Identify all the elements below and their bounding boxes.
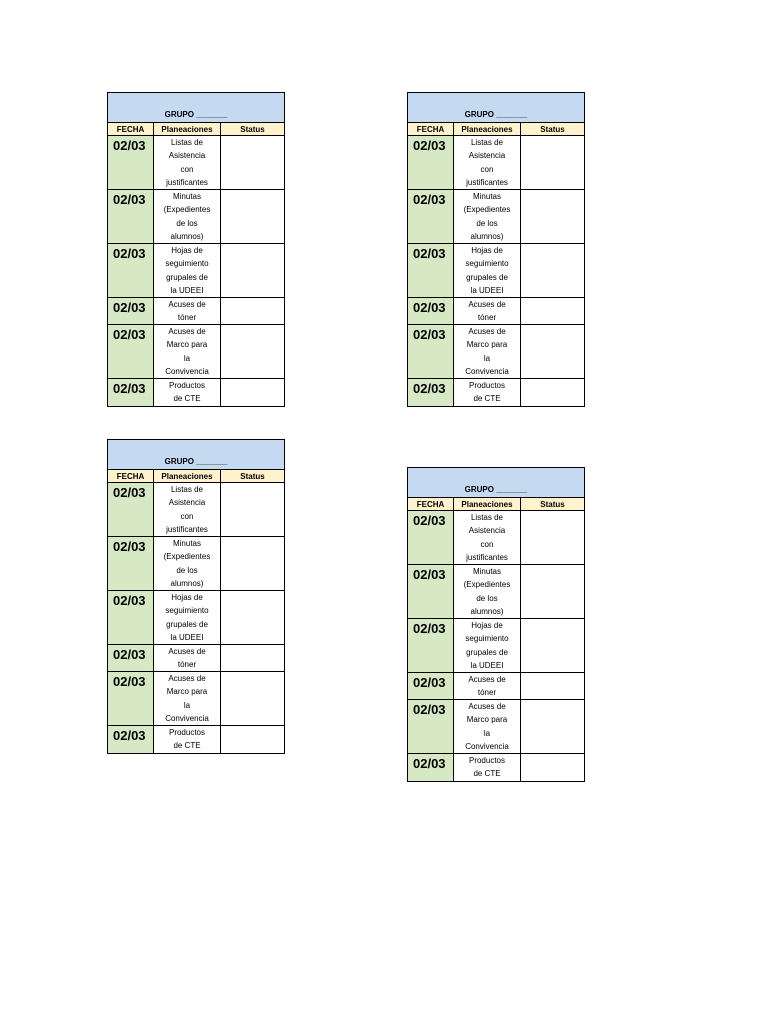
- date-cell: 02/03: [108, 379, 154, 406]
- planeacion-cell: Acuses de Marco para la Convivencia: [154, 325, 221, 378]
- status-cell[interactable]: [221, 672, 284, 725]
- group-title: GRUPO _______: [108, 93, 284, 123]
- status-cell[interactable]: [221, 537, 284, 590]
- status-cell[interactable]: [521, 325, 584, 378]
- date-cell: 02/03: [408, 244, 454, 297]
- date-cell: 02/03: [108, 537, 154, 590]
- planeacion-cell: Minutas (Expedientes de los alumnos): [154, 537, 221, 590]
- planeacion-cell: Productos de CTE: [154, 379, 221, 406]
- date-cell: 02/03: [108, 591, 154, 644]
- status-cell[interactable]: [221, 379, 284, 406]
- date-cell: 02/03: [408, 136, 454, 189]
- planeacion-cell: Minutas (Expedientes de los alumnos): [154, 190, 221, 243]
- table-header: [408, 123, 584, 136]
- date-cell: 02/03: [108, 645, 154, 671]
- date-cell: 02/03: [108, 136, 154, 189]
- status-cell[interactable]: [521, 511, 584, 564]
- table-row: [408, 190, 584, 244]
- table-row: [108, 298, 284, 325]
- table-row: [108, 190, 284, 244]
- planeacion-cell: Acuses de tóner: [454, 298, 521, 324]
- date-cell: 02/03: [408, 379, 454, 406]
- checklist-card: [107, 439, 285, 754]
- table-row: [108, 483, 284, 537]
- status-cell[interactable]: [221, 645, 284, 671]
- planeacion-cell: Minutas (Expedientes de los alumnos): [454, 565, 521, 618]
- column-header-planeaciones: Planeaciones: [454, 123, 521, 135]
- status-cell[interactable]: [221, 483, 284, 536]
- planeacion-cell: Minutas (Expedientes de los alumnos): [454, 190, 521, 243]
- status-cell[interactable]: [221, 591, 284, 644]
- date-cell: 02/03: [408, 700, 454, 753]
- status-cell[interactable]: [521, 673, 584, 699]
- table-row: [408, 700, 584, 754]
- date-cell: 02/03: [408, 673, 454, 699]
- table-row: [408, 565, 584, 619]
- table-row: [408, 511, 584, 565]
- table-row: [408, 136, 584, 190]
- column-header-fecha: FECHA: [408, 123, 454, 135]
- status-cell[interactable]: [521, 754, 584, 781]
- planeacion-cell: Productos de CTE: [454, 754, 521, 781]
- column-header-status: Status: [540, 124, 565, 134]
- table-row: [408, 673, 584, 700]
- table-row: [108, 672, 284, 726]
- planeacion-cell: Hojas de seguimiento grupales de la UDEEI: [454, 244, 521, 297]
- date-cell: 02/03: [108, 325, 154, 378]
- table-row: [108, 645, 284, 672]
- table-row: [408, 325, 584, 379]
- planeacion-cell: Listas de Asistencia con justificantes: [454, 136, 521, 189]
- table-row: [108, 136, 284, 190]
- column-header-fecha: FECHA: [108, 123, 154, 135]
- planeacion-cell: Listas de Asistencia con justificantes: [154, 136, 221, 189]
- planeacion-cell: Listas de Asistencia con justificantes: [154, 483, 221, 536]
- status-cell[interactable]: [521, 136, 584, 189]
- status-cell[interactable]: [521, 244, 584, 297]
- planeacion-cell: Hojas de seguimiento grupales de la UDEEI: [154, 591, 221, 644]
- checklist-card: [107, 92, 285, 407]
- table-row: [408, 754, 584, 781]
- table-header: [408, 498, 584, 511]
- status-cell[interactable]: [521, 298, 584, 324]
- group-title: GRUPO _______: [108, 440, 284, 470]
- column-header-status: Status: [540, 499, 565, 509]
- checklist-card: [407, 467, 585, 782]
- group-title: GRUPO _______: [408, 468, 584, 498]
- planeacion-cell: Acuses de tóner: [154, 298, 221, 324]
- planeacion-cell: Productos de CTE: [154, 726, 221, 753]
- status-cell[interactable]: [521, 619, 584, 672]
- date-cell: 02/03: [408, 565, 454, 618]
- status-cell[interactable]: [221, 325, 284, 378]
- date-cell: 02/03: [408, 619, 454, 672]
- date-cell: 02/03: [108, 244, 154, 297]
- planeacion-cell: Acuses de tóner: [454, 673, 521, 699]
- planeacion-cell: Hojas de seguimiento grupales de la UDEEI: [454, 619, 521, 672]
- table-row: [408, 298, 584, 325]
- column-header-planeaciones: Planeaciones: [154, 123, 221, 135]
- column-header-status: Status: [240, 124, 265, 134]
- status-cell[interactable]: [521, 379, 584, 406]
- table-row: [408, 244, 584, 298]
- column-header-status: Status: [240, 471, 265, 481]
- planeacion-cell: Acuses de tóner: [154, 645, 221, 671]
- planeacion-cell: Productos de CTE: [454, 379, 521, 406]
- column-header-planeaciones: Planeaciones: [454, 498, 521, 510]
- table-row: [108, 591, 284, 645]
- status-cell[interactable]: [221, 726, 284, 753]
- checklist-card: [407, 92, 585, 407]
- status-cell[interactable]: [221, 136, 284, 189]
- table-row: [108, 726, 284, 753]
- status-cell[interactable]: [521, 700, 584, 753]
- column-header-fecha: FECHA: [408, 498, 454, 510]
- column-header-fecha: FECHA: [108, 470, 154, 482]
- date-cell: 02/03: [108, 298, 154, 324]
- status-cell[interactable]: [221, 298, 284, 324]
- table-header: [108, 470, 284, 483]
- table-row: [408, 619, 584, 673]
- date-cell: 02/03: [408, 298, 454, 324]
- date-cell: 02/03: [108, 672, 154, 725]
- column-header-planeaciones: Planeaciones: [154, 470, 221, 482]
- date-cell: 02/03: [408, 754, 454, 781]
- planeacion-cell: Hojas de seguimiento grupales de la UDEEI: [154, 244, 221, 297]
- date-cell: 02/03: [408, 190, 454, 243]
- status-cell[interactable]: [221, 190, 284, 243]
- date-cell: 02/03: [408, 511, 454, 564]
- date-cell: 02/03: [108, 726, 154, 753]
- status-cell[interactable]: [521, 190, 584, 243]
- planeacion-cell: Acuses de Marco para la Convivencia: [454, 325, 521, 378]
- planeacion-cell: Acuses de Marco para la Convivencia: [454, 700, 521, 753]
- table-row: [408, 379, 584, 406]
- table-header: [108, 123, 284, 136]
- planeacion-cell: Acuses de Marco para la Convivencia: [154, 672, 221, 725]
- status-cell[interactable]: [221, 244, 284, 297]
- status-cell[interactable]: [521, 565, 584, 618]
- table-row: [108, 537, 284, 591]
- table-row: [108, 379, 284, 406]
- date-cell: 02/03: [108, 190, 154, 243]
- date-cell: 02/03: [408, 325, 454, 378]
- planeacion-cell: Listas de Asistencia con justificantes: [454, 511, 521, 564]
- group-title: GRUPO _______: [408, 93, 584, 123]
- table-row: [108, 244, 284, 298]
- table-row: [108, 325, 284, 379]
- date-cell: 02/03: [108, 483, 154, 536]
